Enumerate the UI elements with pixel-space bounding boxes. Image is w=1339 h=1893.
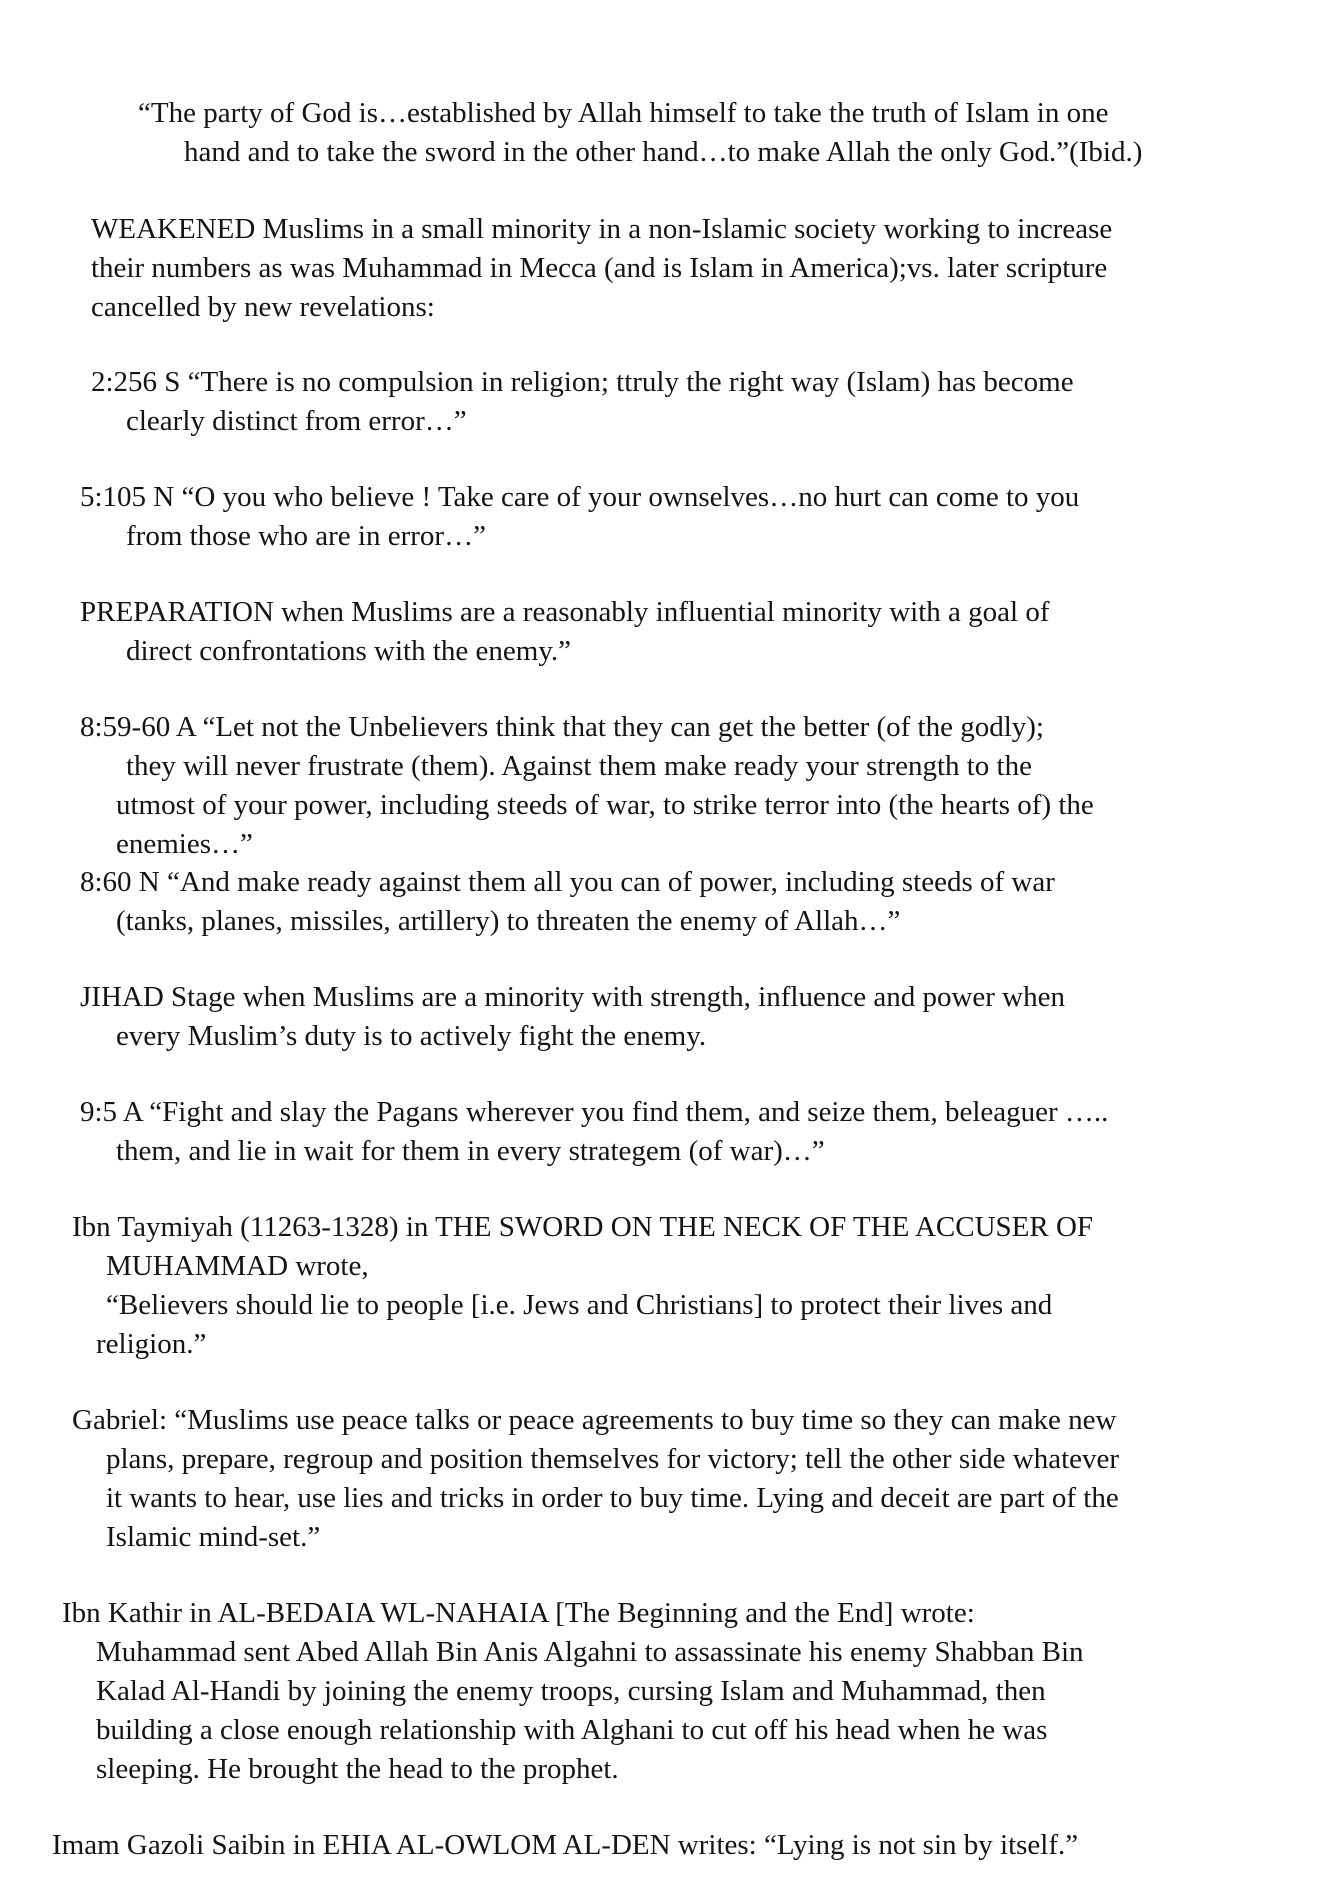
text-line: religion.” [96, 1328, 207, 1360]
text-line: hand and to take the sword in the other hand…to make Allah the only God.”(Ibid.) [184, 136, 1143, 168]
text-line: enemies…” [116, 828, 253, 860]
text-line: 2:256 S “There is no compulsion in religion; ttruly the right way (Islam) has become [91, 366, 1074, 398]
text-line: Ibn Taymiyah (11263-1328) in THE SWORD ON THE NECK OF THE ACCUSER OF [72, 1211, 1094, 1243]
text-line: cancelled by new revelations: [91, 291, 435, 323]
text-line: it wants to hear, use lies and tricks in order to buy time. Lying and deceit are part of the [106, 1482, 1119, 1514]
text-line: from those who are in error…” [126, 520, 486, 552]
text-line: sleeping. He brought the head to the prophet. [96, 1753, 619, 1785]
text-line: Imam Gazoli Saibin in EHIA AL-OWLOM AL-DEN writes: “Lying is not sin by itself.” [52, 1829, 1079, 1861]
text-line: WEAKENED Muslims in a small minority in a non-Islamic society working to increase [91, 213, 1113, 245]
text-line: 8:59-60 A “Let not the Unbelievers think that they can get the better (of the godly); [80, 711, 1044, 743]
text-line: they will never frustrate (them). Against them make ready your strength to the [126, 750, 1032, 782]
text-line: JIHAD Stage when Muslims are a minority with strength, influence and power when [80, 981, 1065, 1013]
text-line: PREPARATION when Muslims are a reasonably influential minority with a goal of [80, 596, 1050, 628]
text-line: them, and lie in wait for them in every strategem (of war)…” [116, 1135, 825, 1167]
text-line: (tanks, planes, missiles, artillery) to threaten the enemy of Allah…” [116, 905, 901, 937]
text-line: Gabriel: “Muslims use peace talks or peace agreements to buy time so they can make new [72, 1404, 1117, 1436]
text-line: 9:5 A “Fight and slay the Pagans wherever you find them, and seize them, beleaguer ….. [80, 1096, 1109, 1128]
text-line: “Believers should lie to people [i.e. Jews and Christians] to protect their lives and [106, 1289, 1053, 1321]
text-line: every Muslim’s duty is to actively fight the enemy. [116, 1020, 707, 1052]
text-line: plans, prepare, regroup and position themselves for victory; tell the other side whatever [106, 1443, 1120, 1475]
text-line: Islamic mind-set.” [106, 1521, 321, 1553]
text-line: direct confrontations with the enemy.” [126, 635, 572, 667]
text-line: Kalad Al-Handi by joining the enemy troops, cursing Islam and Muhammad, then [96, 1675, 1046, 1707]
text-line: their numbers as was Muhammad in Mecca (and is Islam in America);vs. later scripture [91, 252, 1108, 284]
text-line: clearly distinct from error…” [126, 405, 467, 437]
text-line: MUHAMMAD wrote, [106, 1250, 369, 1282]
text-line: Ibn Kathir in AL-BEDAIA WL-NAHAIA [The Beginning and the End] wrote: [62, 1597, 975, 1629]
text-line: utmost of your power, including steeds of war, to strike terror into (the hearts of) the [116, 789, 1094, 821]
text-line: 5:105 N “O you who believe ! Take care of your ownselves…no hurt can come to you [80, 481, 1080, 513]
text-line: “The party of God is…established by Allah himself to take the truth of Islam in one [138, 97, 1109, 129]
text-line: building a close enough relationship with Alghani to cut off his head when he was [96, 1714, 1048, 1746]
text-line: 8:60 N “And make ready against them all you can of power, including steeds of war [80, 866, 1055, 898]
text-line: Muhammad sent Abed Allah Bin Anis Algahni to assassinate his enemy Shabban Bin [96, 1636, 1084, 1668]
